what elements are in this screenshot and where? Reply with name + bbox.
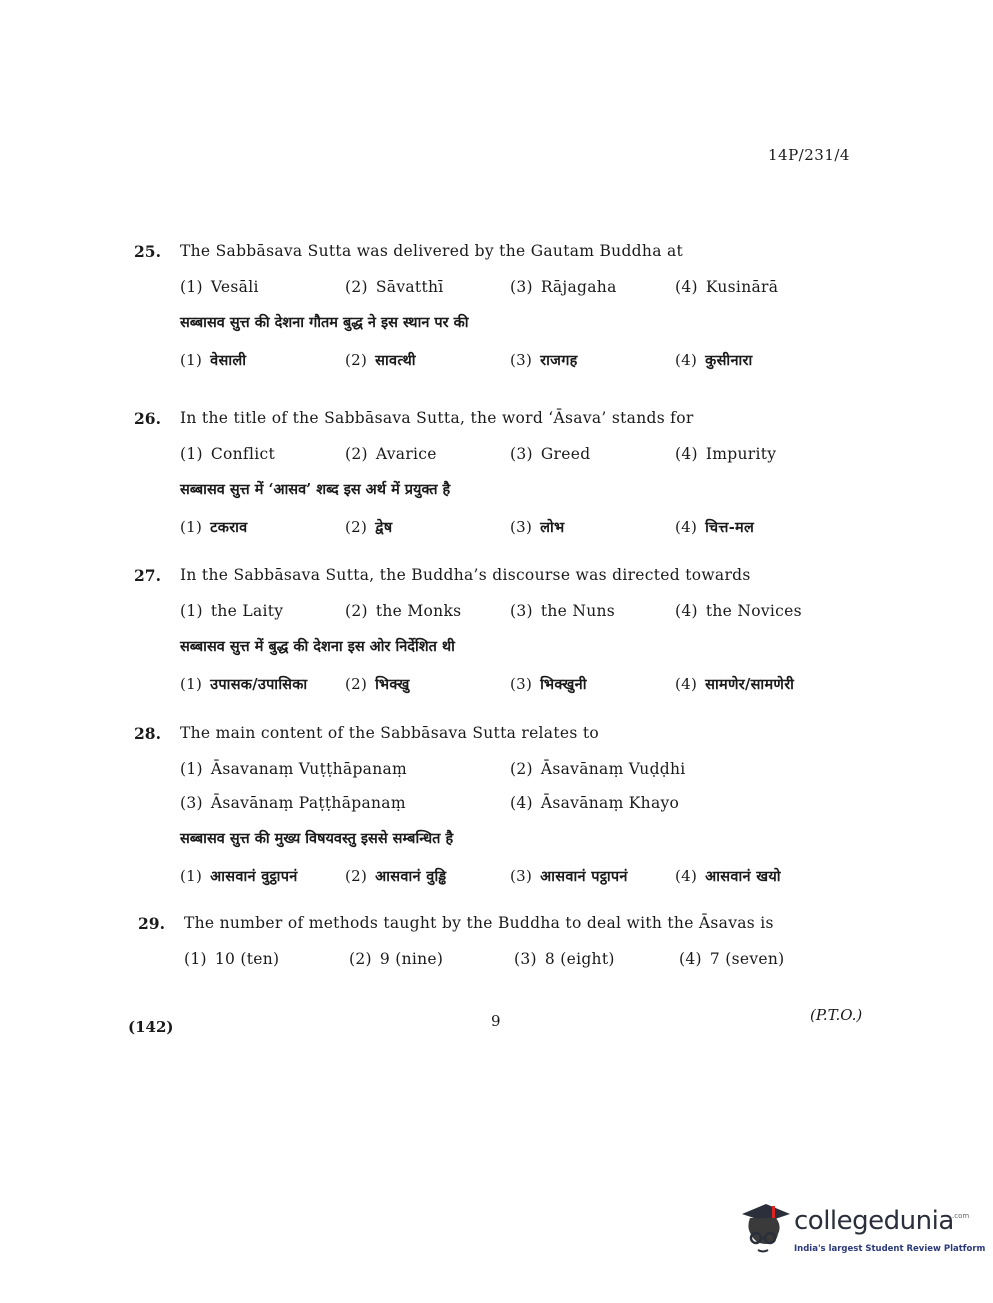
option-2: (2) Sāvatthī bbox=[345, 278, 444, 296]
question-25 bbox=[134, 242, 834, 384]
question-text: The main content of the Sabbāsava Sutta relates to bbox=[180, 724, 599, 742]
hindi-option-2: (2) सावत्थी bbox=[345, 351, 416, 369]
page-number: 9 bbox=[491, 1012, 501, 1030]
pto-label: (P.T.O.) bbox=[810, 1006, 863, 1024]
logo-name: collegedunia bbox=[794, 1206, 954, 1236]
question-29 bbox=[138, 914, 838, 984]
hindi-option-3: (3) आसवानं पट्ठापनं bbox=[510, 867, 628, 885]
question-26 bbox=[134, 409, 834, 551]
hindi-option-4: (4) आसवानं खयो bbox=[675, 867, 781, 885]
option-4: (4) the Novices bbox=[675, 602, 802, 620]
hindi-option-1: (1) आसवानं वुट्ठापनं bbox=[180, 867, 298, 885]
option-1: (1) Vesāli bbox=[180, 278, 259, 296]
question-text-hindi: सब्बासव सुत्त की देशना गौतम बुद्ध ने इस स्थान पर की bbox=[180, 314, 469, 331]
booklet-code: (142) bbox=[128, 1018, 174, 1036]
question-text-hindi: सब्बासव सुत्त की मुख्य विषयवस्तु इससे सम्बन्धित है bbox=[180, 830, 454, 847]
question-number: 26. bbox=[134, 409, 161, 428]
hindi-option-3: (3) राजगह bbox=[510, 351, 578, 369]
question-text: The Sabbāsava Sutta was delivered by the Gautam Buddha at bbox=[180, 242, 684, 260]
option-1: (1) 10 (ten) bbox=[184, 950, 280, 968]
graduate-mascot-icon bbox=[736, 1200, 792, 1256]
hindi-option-1: (1) उपासक/उपासिका bbox=[180, 675, 308, 693]
hindi-option-1: (1) वेसाली bbox=[180, 351, 247, 369]
option-4: (4) 7 (seven) bbox=[679, 950, 785, 968]
question-28 bbox=[134, 724, 834, 900]
option-3: (3) 8 (eight) bbox=[514, 950, 615, 968]
option-2: (2) Avarice bbox=[345, 445, 437, 463]
question-text: The number of methods taught by the Buddha to deal with the Āsavas is bbox=[184, 914, 774, 932]
hindi-option-4: (4) चित्त-मल bbox=[675, 518, 755, 536]
option-3: (3) Rājagaha bbox=[510, 278, 617, 296]
hindi-option-2: (2) द्वेष bbox=[345, 518, 393, 536]
hindi-option-3: (3) भिक्खुनी bbox=[510, 675, 587, 693]
collegedunia-logo[interactable] bbox=[736, 1198, 986, 1258]
logo-suffix: .com bbox=[952, 1212, 970, 1220]
question-text-hindi: सब्बासव सुत्त में बुद्ध की देशना इस ओर निर्देशित थी bbox=[180, 638, 455, 655]
question-number: 27. bbox=[134, 566, 161, 585]
option-1: (1) the Laity bbox=[180, 602, 284, 620]
question-text: In the title of the Sabbāsava Sutta, the word ‘Āsava’ stands for bbox=[180, 409, 694, 427]
question-number: 28. bbox=[134, 724, 161, 743]
option-1: (1) Āsavanaṃ Vuṭṭhāpanaṃ bbox=[180, 760, 408, 778]
question-text-hindi: सब्बासव सुत्त में ‘आसव’ शब्द इस अर्थ में प्रयुक्त है bbox=[180, 481, 451, 498]
hindi-option-4: (4) सामणेर/सामणेरी bbox=[675, 675, 795, 693]
logo-tagline: India's largest Student Review Platform bbox=[794, 1244, 986, 1254]
hindi-option-1: (1) टकराव bbox=[180, 518, 248, 536]
question-text: In the Sabbāsava Sutta, the Buddha’s discourse was directed towards bbox=[180, 566, 751, 584]
page-code: 14P/231/4 bbox=[768, 146, 850, 164]
option-4: (4) Impurity bbox=[675, 445, 777, 463]
question-number: 29. bbox=[138, 914, 165, 933]
question-number: 25. bbox=[134, 242, 161, 261]
hindi-option-4: (4) कुसीनारा bbox=[675, 351, 753, 369]
option-3: (3) Āsavānaṃ Paṭṭhāpanaṃ bbox=[180, 794, 406, 812]
option-2: (2) Āsavānaṃ Vuḍḍhi bbox=[510, 760, 686, 778]
hindi-option-2: (2) भिक्खु bbox=[345, 675, 410, 693]
option-3: (3) the Nuns bbox=[510, 602, 616, 620]
question-27 bbox=[134, 566, 834, 708]
hindi-option-3: (3) लोभ bbox=[510, 518, 565, 536]
option-2: (2) the Monks bbox=[345, 602, 462, 620]
hindi-option-2: (2) आसवानं वुड्ढि bbox=[345, 867, 447, 885]
option-4: (4) Āsavānaṃ Khayo bbox=[510, 794, 680, 812]
option-2: (2) 9 (nine) bbox=[349, 950, 444, 968]
option-3: (3) Greed bbox=[510, 445, 591, 463]
option-1: (1) Conflict bbox=[180, 445, 275, 463]
option-4: (4) Kusinārā bbox=[675, 278, 779, 296]
